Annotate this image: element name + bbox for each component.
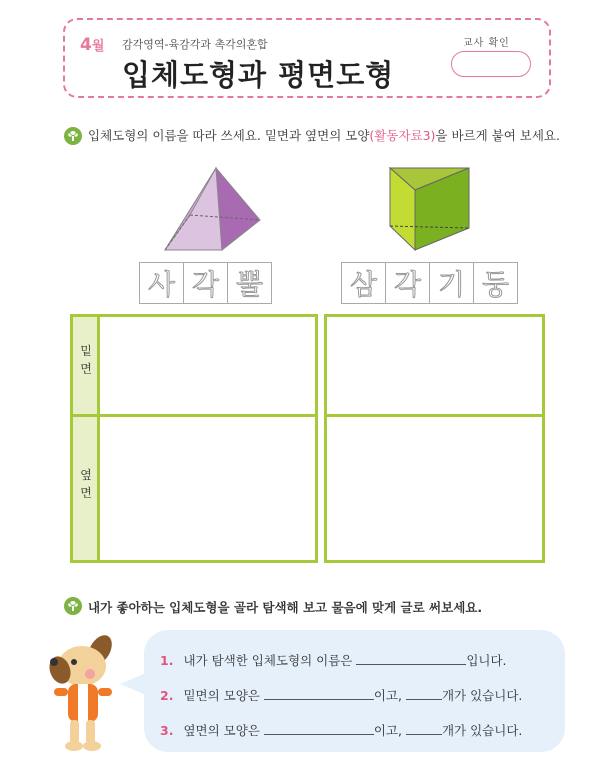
trace-char[interactable]: 사 [139, 262, 184, 304]
teacher-check-label: 교사 확인 [463, 38, 510, 49]
question-icon [64, 127, 82, 145]
trace-name-triangular-prism [342, 262, 518, 304]
drop-area-pyramid-side[interactable] [103, 418, 315, 560]
trace-char[interactable]: 뿔 [227, 262, 272, 304]
worksheet-header [63, 18, 551, 98]
trace-name-square-pyramid [140, 262, 272, 304]
triangular-prism-shape [385, 160, 475, 255]
trace-char[interactable]: 각 [385, 262, 430, 304]
square-pyramid-shape [160, 160, 264, 255]
page-title: 입체도형과 평면도형 [122, 58, 395, 92]
table-divider [324, 414, 545, 417]
answer-line-1: 1. 내가 탐색한 입체도형의 이름은 입니다. [160, 653, 507, 668]
answer-blank[interactable] [264, 723, 374, 735]
question-icon [64, 597, 82, 615]
answer-blank[interactable] [406, 723, 442, 735]
answer-line-3: 3. 옆면의 모양은 이고, 개가 있습니다. [160, 723, 523, 738]
drop-area-prism-side[interactable] [328, 418, 542, 560]
answer-line-2: 2. 밑면의 모양은 이고, 개가 있습니다. [160, 688, 523, 703]
question-2-text: 내가 좋아하는 입체도형을 골라 탐색해 보고 물음에 맞게 글로 써보세요. [88, 600, 483, 615]
answer-blank[interactable] [406, 688, 442, 700]
teacher-check-box[interactable] [451, 51, 531, 77]
table-divider [70, 414, 318, 417]
row-label-base: 밑 면 [80, 344, 92, 376]
dog-character-illustration [38, 632, 128, 754]
row-label-side: 옆 면 [80, 468, 92, 500]
answer-blank[interactable] [356, 653, 466, 665]
subtitle: 감각영역-육감각과 촉각의혼합 [122, 38, 268, 51]
trace-char[interactable]: 각 [183, 262, 228, 304]
question-1-text: 입체도형의 이름을 따라 쓰세요. 밑면과 옆면의 모양(활동자료3)을 바르게 붙여 보세요. [88, 128, 560, 143]
answer-blank[interactable] [264, 688, 374, 700]
drop-area-prism-base[interactable] [328, 318, 542, 412]
trace-char[interactable]: 둥 [473, 262, 518, 304]
drop-area-pyramid-base[interactable] [103, 318, 315, 412]
trace-char[interactable]: 기 [429, 262, 474, 304]
trace-char[interactable]: 삼 [341, 262, 386, 304]
month-badge: 4월 [80, 35, 105, 55]
